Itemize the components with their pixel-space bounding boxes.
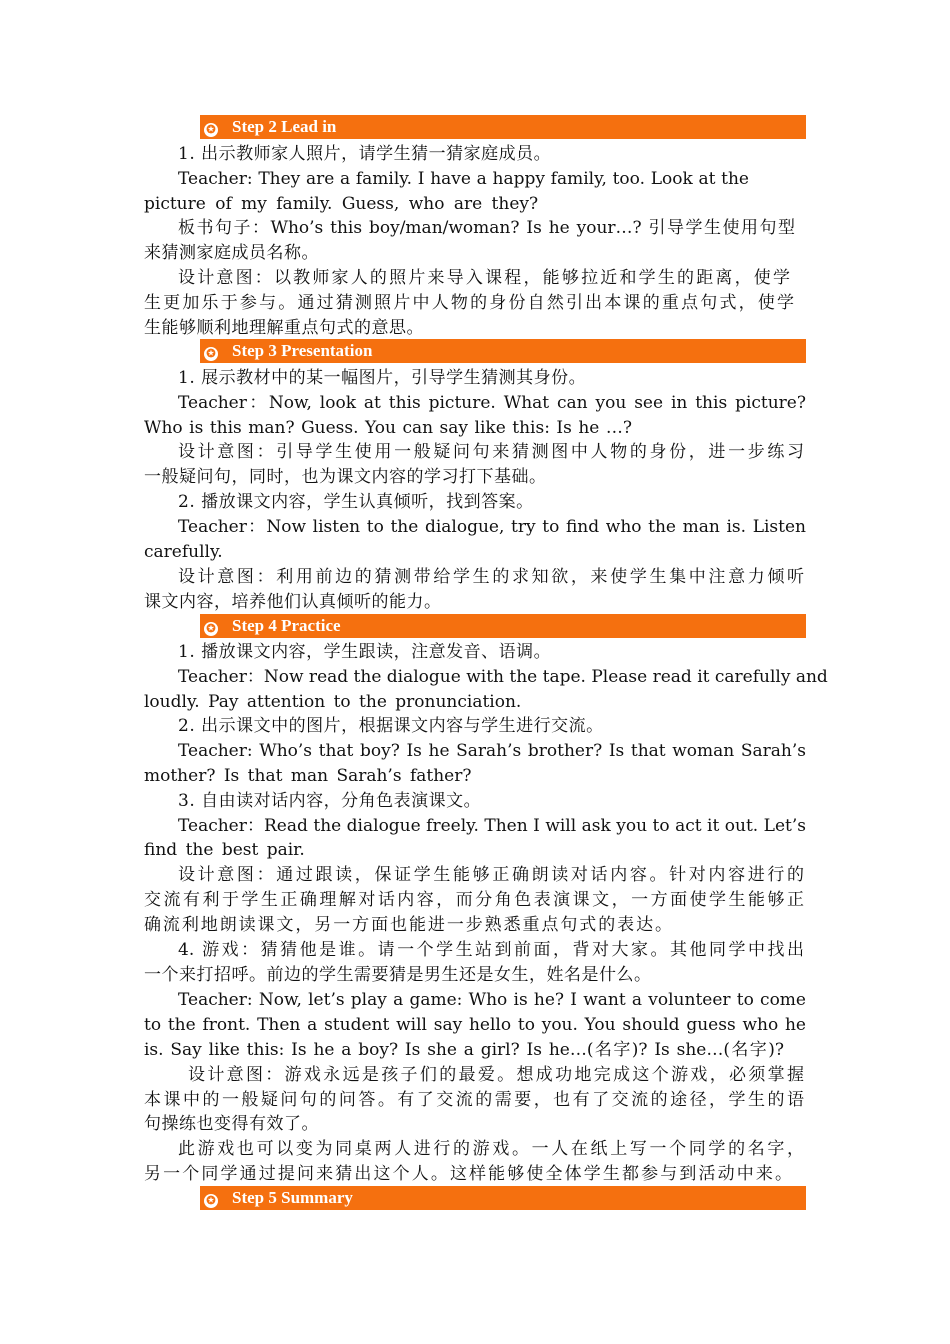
paragraph-line: 2. 播放课文内容，学生认真倾听，找到答案。 xyxy=(178,492,534,512)
paragraph-line: 板书句子：Who’s this boy/man/woman? Is he your…? 引导学生使用句型 xyxy=(178,218,795,238)
paragraph-line: 2. 出示课文中的图片，根据课文内容与学生进行交流。 xyxy=(178,716,604,736)
paragraph-line: is. Say like this: Is he a boy? Is she a girl? Is he…(名字)? Is she…(名字)? xyxy=(144,1040,784,1060)
paragraph-line: loudly. Pay attention to the pronunciation. xyxy=(144,692,522,712)
paragraph-line: 设计意图：利用前边的猜测带给学生的求知欲，来使学生集中注意力倾听 xyxy=(178,567,804,587)
paragraph-line: 设计意图：以教师家人的照片来导入课程，能够拉近和学生的距离，使学 xyxy=(178,268,790,288)
step2-header xyxy=(200,115,806,139)
paragraph-line: Teacher：Now, look at this picture. What can you see in this picture? xyxy=(178,393,806,413)
paragraph-line: 句操练也变得有效了。 xyxy=(144,1114,319,1134)
paragraph-line: 3. 自由读对话内容，分角色表演课文。 xyxy=(178,791,482,811)
paragraph-line: 1. 出示教师家人照片，请学生猜一猜家庭成员。 xyxy=(178,144,552,164)
star-circle-icon: ✪ xyxy=(204,622,218,636)
step5-header xyxy=(200,1186,806,1210)
paragraph-line: Teacher：Read the dialogue freely. Then I will ask you to act it out. Let’s xyxy=(178,816,806,836)
paragraph-line: Who is this man? Guess. You can say like this: Is he …? xyxy=(144,418,632,438)
paragraph-line: 交流有利于学生正确理解对话内容，而分角色表演课文，一方面使学生能够正 xyxy=(144,890,804,910)
paragraph-line: 确流利地朗读课文，另一方面也能进一步熟悉重点句式的表达。 xyxy=(144,915,672,935)
paragraph-line: to the front. Then a student will say hello to you. You should guess who he xyxy=(144,1015,806,1035)
paragraph-line: Teacher：Now read the dialogue with the tape. Please read it carefully and xyxy=(178,667,828,687)
paragraph-line: 1. 展示教材中的某一幅图片，引导学生猜测其身份。 xyxy=(178,368,587,388)
step3-title: Step 3 Presentation xyxy=(232,341,373,360)
paragraph-line: 设计意图：游戏永远是孩子们的最爱。想成功地完成这个游戏，必须掌握 xyxy=(188,1065,804,1085)
step5-title: Step 5 Summary xyxy=(232,1188,353,1207)
step4-title: Step 4 Practice xyxy=(232,616,341,635)
paragraph-line: carefully. xyxy=(144,542,223,562)
paragraph-line: 来猜测家庭成员名称。 xyxy=(144,243,319,263)
paragraph-line: 设计意图：通过跟读，保证学生能够正确朗读对话内容。针对内容进行的 xyxy=(178,865,804,885)
star-circle-icon: ✪ xyxy=(204,347,218,361)
paragraph-line: 此游戏也可以变为同桌两人进行的游戏。一人在纸上写一个同学的名字， xyxy=(178,1139,804,1159)
paragraph-line: 生能够顺利地理解重点句式的意思。 xyxy=(144,318,424,338)
step3-header xyxy=(200,339,806,363)
paragraph-line: 一般疑问句，同时，也为课文内容的学习打下基础。 xyxy=(144,467,547,487)
paragraph-line: 课文内容，培养他们认真倾听的能力。 xyxy=(144,592,442,612)
star-circle-icon: ✪ xyxy=(204,123,218,137)
paragraph-line: Teacher: Now, let’s play a game: Who is he? I want a volunteer to come xyxy=(178,990,806,1010)
paragraph-line: 1. 播放课文内容，学生跟读，注意发音、语调。 xyxy=(178,642,552,662)
step2-title: Step 2 Lead in xyxy=(232,117,337,136)
paragraph-line: mother? Is that man Sarah’s father? xyxy=(144,766,472,786)
paragraph-line: 另一个同学通过提问来猜出这个人。这样能够使全体学生都参与到活动中来。 xyxy=(144,1164,792,1184)
paragraph-line: picture of my family. Guess, who are they? xyxy=(144,194,539,214)
paragraph-line: Teacher：Now listen to the dialogue, try to find who the man is. Listen xyxy=(178,517,806,537)
paragraph-line: Teacher: They are a family. I have a happy family, too. Look at the xyxy=(178,169,749,189)
paragraph-line: 本课中的一般疑问句的问答。有了交流的需要，也有了交流的途径，学生的语 xyxy=(144,1090,804,1110)
star-circle-icon: ✪ xyxy=(204,1194,218,1208)
paragraph-line: 生更加乐于参与。通过猜测照片中人物的身份自然引出本课的重点句式，使学 xyxy=(144,293,794,313)
step4-header xyxy=(200,614,806,638)
paragraph-line: Teacher: Who’s that boy? Is he Sarah’s brother? Is that woman Sarah’s xyxy=(178,741,806,761)
paragraph-line: 一个来打招呼。前边的学生需要猜是男生还是女生，姓名是什么。 xyxy=(144,965,652,985)
paragraph-line: find the best pair. xyxy=(144,840,305,860)
paragraph-line: 设计意图：引导学生使用一般疑问句来猜测图中人物的身份，进一步练习 xyxy=(178,442,804,462)
paragraph-line: 4. 游戏：猜猜他是谁。请一个学生站到前面，背对大家。其他同学中找出 xyxy=(178,940,804,960)
